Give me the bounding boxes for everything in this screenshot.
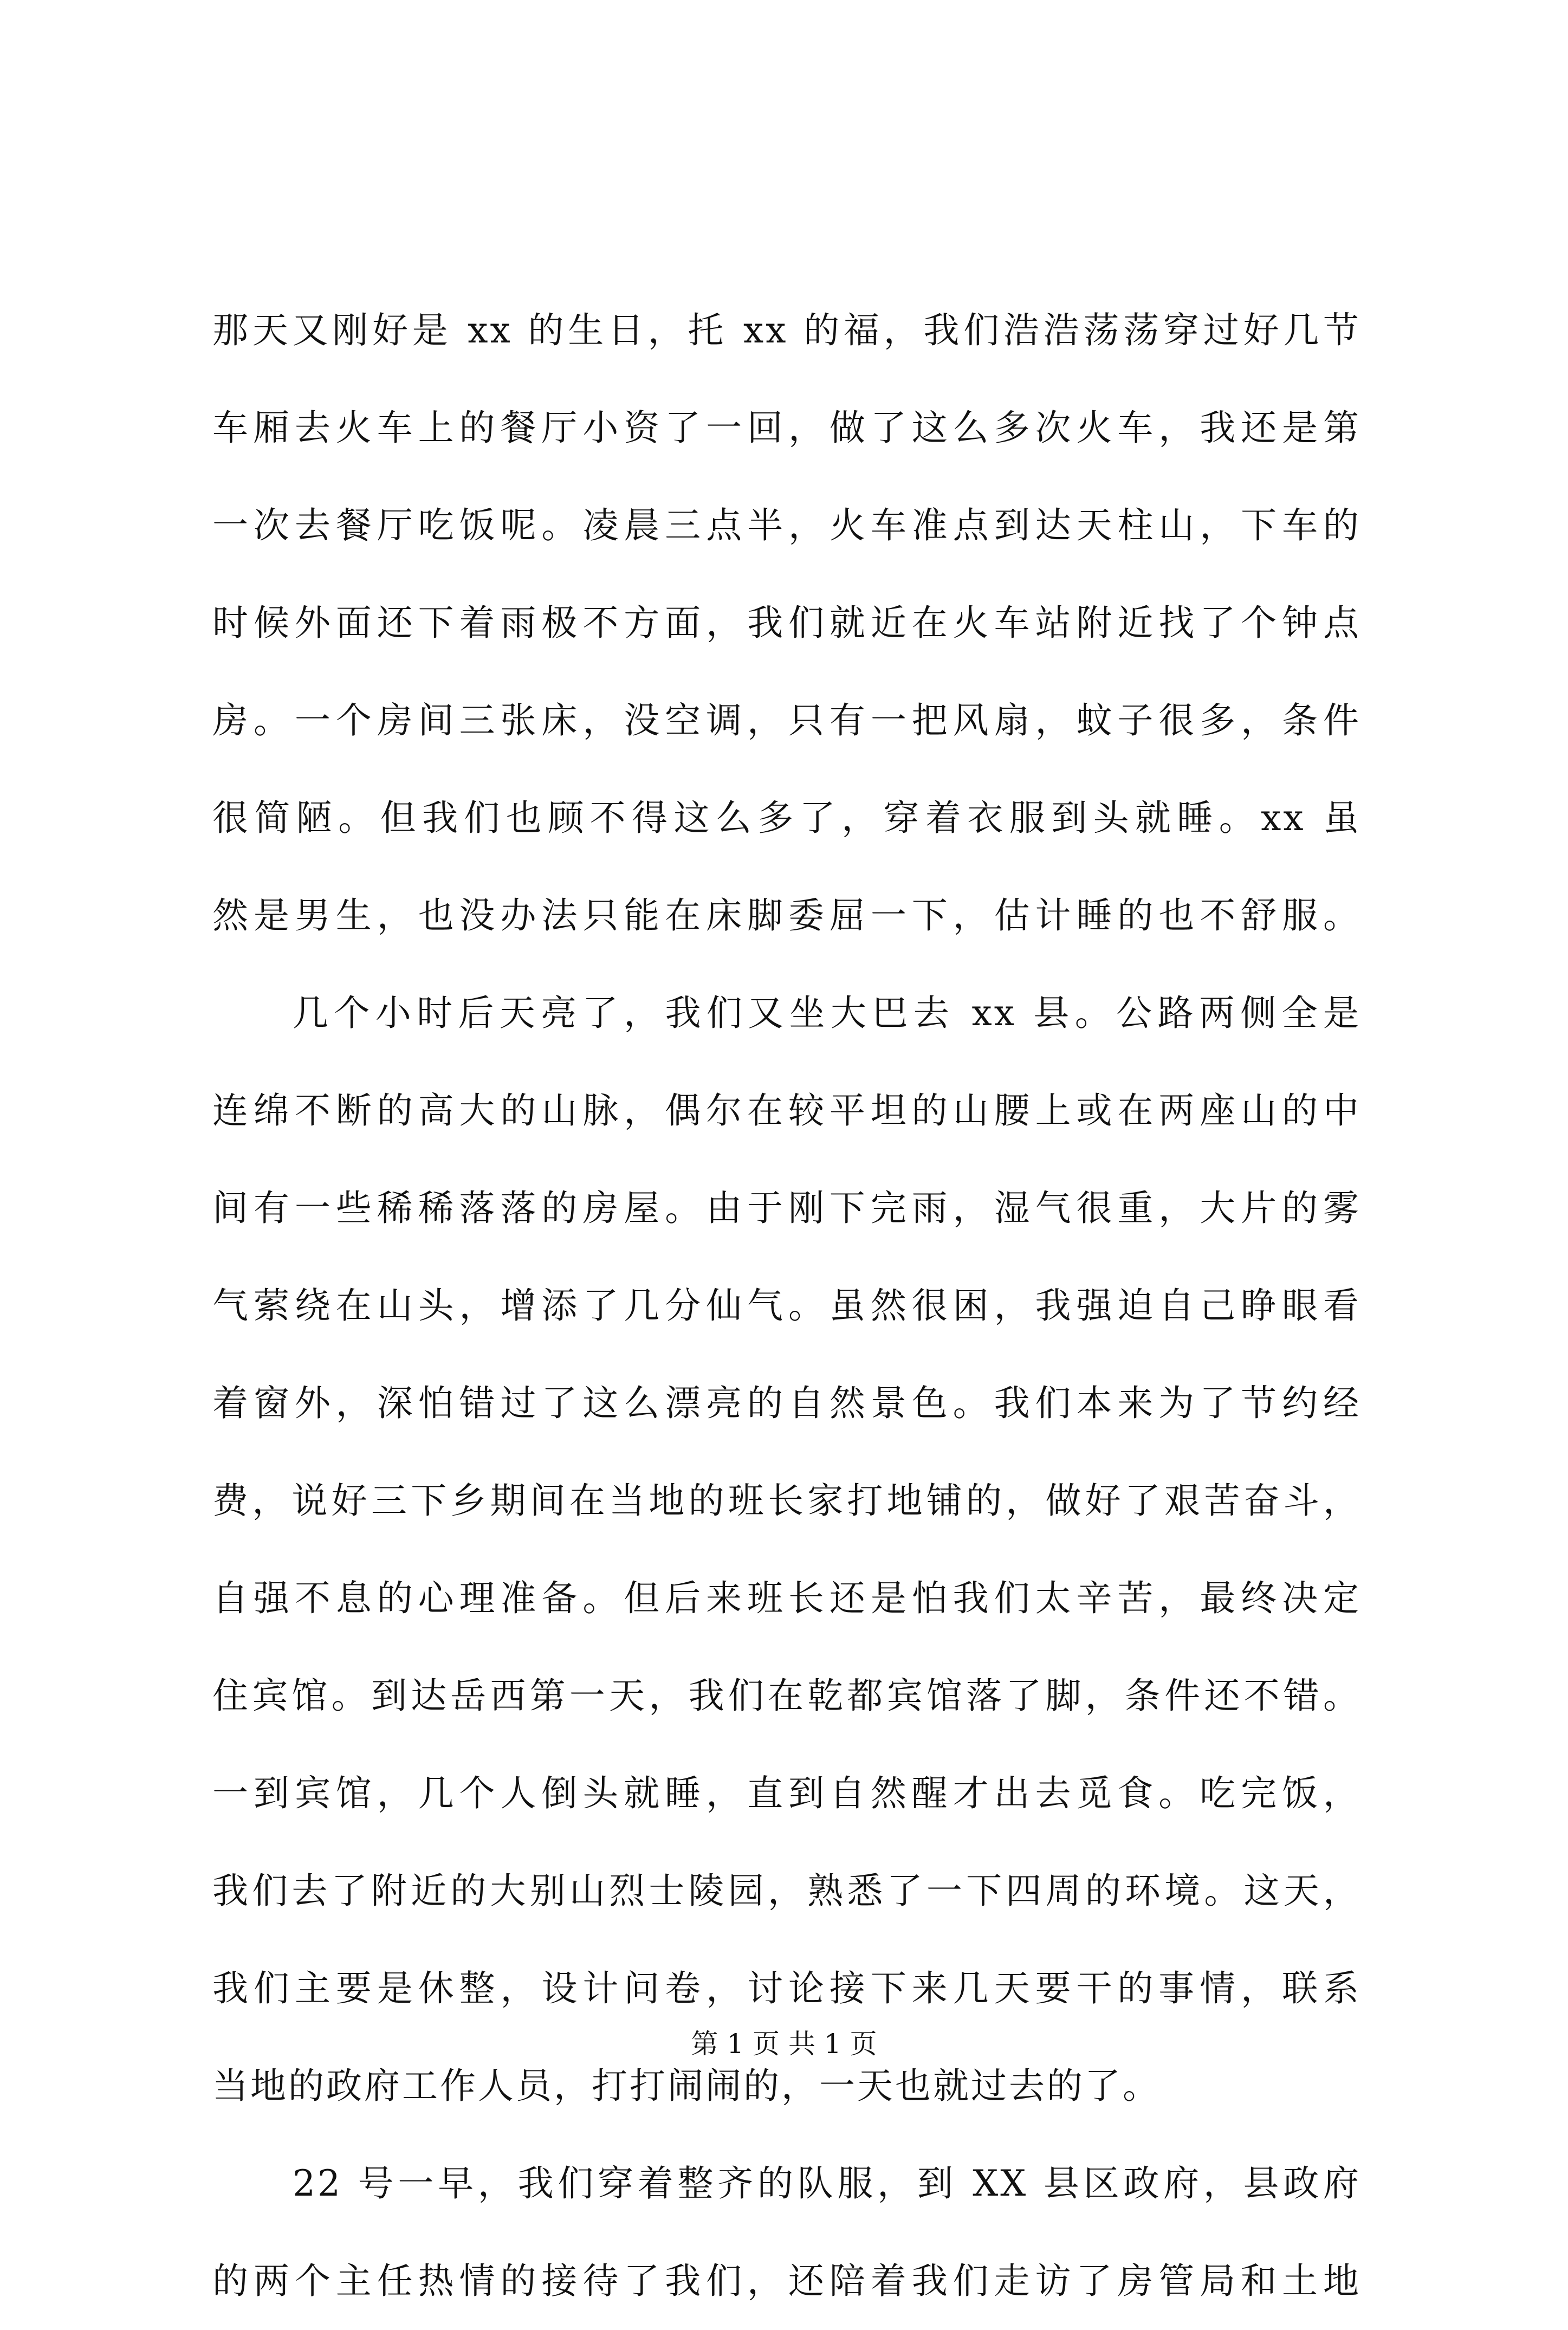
text-line: 一次去餐厅吃饭呢。凌晨三点半，火车准点到达天柱山，下车的: [212, 504, 1361, 546]
text-line: 费，说好三下乡期间在当地的班长家打地铺的，做好了艰苦奋斗，: [212, 1480, 1361, 1522]
text-line: 我们去了附近的大别山烈士陵园，熟悉了一下四周的环境。这天，: [212, 1870, 1361, 1912]
text-line: 很简陋。但我们也顾不得这么多了，穿着衣服到头就睡。xx 虽: [212, 797, 1361, 839]
text-line: 当地的政府工作人员，打打闹闹的，一天也就过去的了。: [212, 2065, 1161, 2107]
text-line: 时候外面还下着雨极不方面，我们就近在火车站附近找了个钟点: [212, 602, 1361, 644]
text-line: 我们主要是休整，设计问卷，讨论接下来几天要干的事情，联系: [212, 1967, 1361, 2009]
text-line: 连绵不断的高大的山脉，偶尔在较平坦的山腰上或在两座山的中: [212, 1090, 1361, 1131]
text-line: 着窗外，深怕错过了这么漂亮的自然景色。我们本来为了节约经: [212, 1382, 1361, 1424]
text-line: 自强不息的心理准备。但后来班长还是怕我们太辛苦，最终决定: [212, 1577, 1361, 1619]
body-text: [212, 282, 1361, 2330]
text-line: 车厢去火车上的餐厅小资了一回，做了这么多次火车，我还是第: [212, 407, 1361, 449]
text-line: 的两个主任热情的接待了我们，还陪着我们走访了房管局和土地: [212, 2260, 1361, 2302]
text-line: 几个小时后天亮了，我们又坐大巴去 xx 县。公路两侧全是: [293, 992, 1361, 1034]
text-line: 一到宾馆，几个人倒头就睡，直到自然醒才出去觅食。吃完饭，: [212, 1772, 1361, 1814]
text-line: 住宾馆。到达岳西第一天，我们在乾都宾馆落了脚，条件还不错。: [212, 1675, 1361, 1717]
text-line: 那天又刚好是 xx 的生日，托 xx 的福，我们浩浩荡荡穿过好几节: [212, 309, 1361, 351]
text-line: 22 号一早，我们穿着整齐的队服，到 XX 县区政府，县政府: [293, 2163, 1361, 2204]
text-line: 气萦绕在山头，增添了几分仙气。虽然很困，我强迫自己睁眼看: [212, 1285, 1361, 1326]
text-line: 然是男生，也没办法只能在床脚委屈一下，估计睡的也不舒服。: [212, 895, 1361, 936]
text-line: 房。一个房间三张床，没空调，只有一把风扇，蚊子很多，条件: [212, 700, 1361, 741]
page-footer: 第 1 页 共 1 页: [691, 2028, 877, 2060]
text-line: 间有一些稀稀落落的房屋。由于刚下完雨，湿气很重，大片的雾: [212, 1187, 1361, 1229]
